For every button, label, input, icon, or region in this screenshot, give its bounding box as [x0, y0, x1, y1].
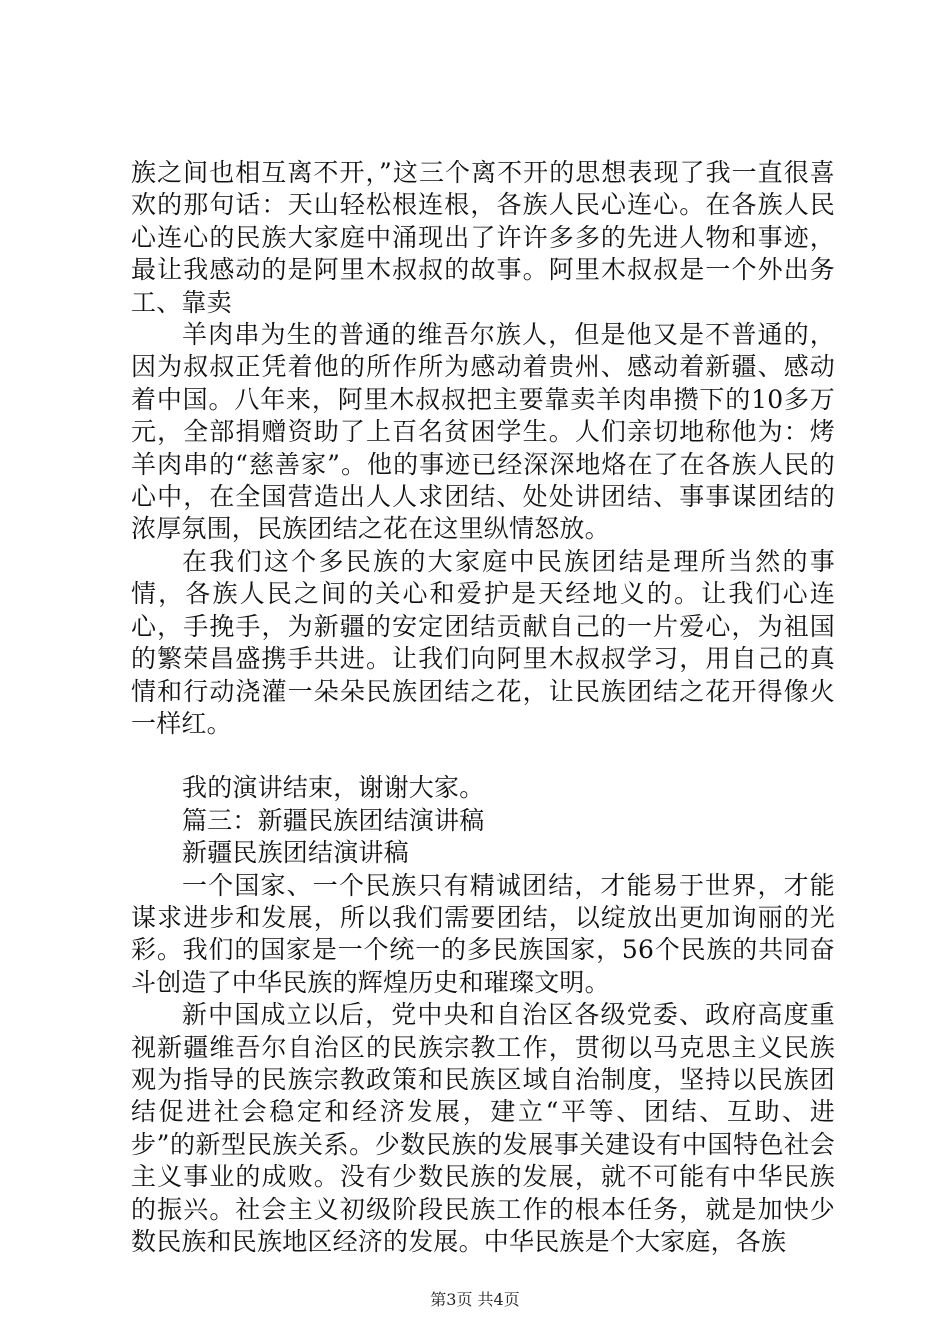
section-heading: 篇三：新疆民族团结演讲稿: [182, 805, 485, 835]
paragraph-nation-unity: 一个国家、一个民族只有精诚团结，才能易于世界，才能谋求进步和发展，所以我们需要团结，以绽放出更加询丽的光彩。我们的国家是一个统一的多民族国家，56个民族的共同奋斗创造了中华民族的辉煌历史和璀璨文明。: [131, 870, 835, 997]
paragraph-alimu-story: 羊肉串为生的普通的维吾尔族人，但是他又是不普通的，因为叔叔正凭着他的所作所为感动着贵州、感动着新疆、感动着中国。八年来，阿里木叔叔把主要靠卖羊肉串攒下的10多万元，全部捐赠资助了上百名贫困学生。人们亲切地称他为：烤羊肉串的“慈善家”。他的事迹已经深深地烙在了在各族人民的心中，在全国营造出人人求团结、处处讲团结、事事谋团结的浓厚氛围，民族团结之花在这里纵情怒放。: [131, 320, 835, 544]
document-body: [131, 157, 835, 1258]
page-number-footer: 第3页 共4页: [430, 1290, 520, 1309]
paragraph-continuation: 族之间也相互离不开，”这三个离不开的思想表现了我一直很喜欢的那句话：天山轻松根连根，各族人民心连心。在各族人民心连心的民族大家庭中涌现出了许许多多的先进人物和事迹，最让我感动的是阿里木叔叔的故事。阿里木叔叔是一个外出务工、靠卖: [131, 158, 835, 317]
paragraph-unity-call: 在我们这个多民族的大家庭中民族团结是理所当然的事情，各族人民之间的关心和爱护是天经地义的。让我们心连心，手挽手，为新疆的安定团结贡献自己的一片爱心，为祖国的繁荣昌盛携手共进。让我们向阿里木叔叔学习，用自己的真情和行动浇灌一朵朵民族团结之花，让民族团结之花开得像火一样红。: [131, 546, 835, 738]
paragraph-new-china: 新中国成立以后，党中央和自治区各级党委、政府高度重视新疆维吾尔自治区的民族宗教工作，贯彻以马克思主义民族观为指导的民族宗教政策和民族区域自治制度，坚持以民族团结促进社会稳定和经济发展，建立“平等、团结、互助、进步”的新型民族关系。少数民族的发展事关建设有中国特色社会主义事业的成败。没有少数民族的发展，就不可能有中华民族的振兴。社会主义初级阶段民族工作的根本任务，就是加快少数民族和民族地区经济的发展。中华民族是个大家庭，各族: [131, 1000, 835, 1256]
closing-remark: 我的演讲结束，谢谢大家。: [182, 773, 485, 803]
speech-title: 新疆民族团结演讲稿: [182, 838, 409, 868]
blank-line: [131, 740, 835, 772]
